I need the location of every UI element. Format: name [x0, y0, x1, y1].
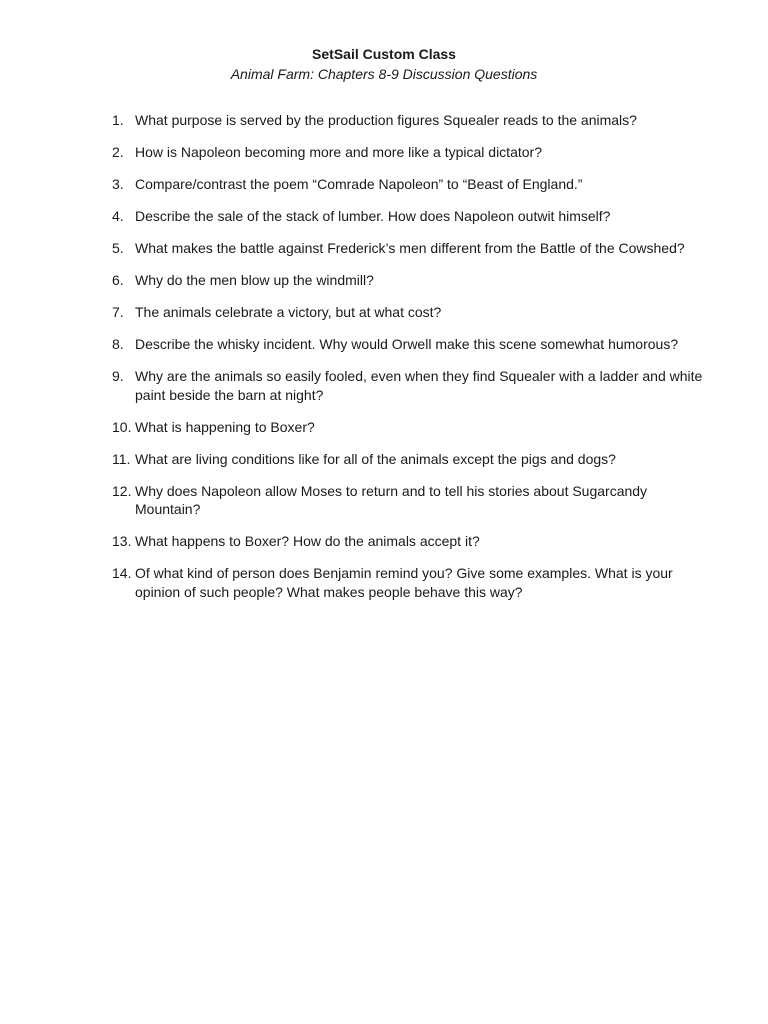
- question-item: [112, 482, 712, 519]
- question-number: 14.: [112, 565, 132, 581]
- document-subtitle: Animal Farm: Chapters 8-9 Discussion Questions: [230, 66, 538, 82]
- question-number: 1.: [112, 112, 124, 128]
- question-item: [112, 335, 712, 354]
- question-number: 7.: [112, 304, 124, 320]
- document-header: [0, 45, 768, 83]
- question-item: [112, 239, 712, 258]
- question-number: 5.: [112, 240, 124, 256]
- question-text: Why does Napoleon allow Moses to return and to tell his stories about Sugarcandy Mountain?: [135, 482, 648, 517]
- question-text: What purpose is served by the production figures Squealer reads to the animals?: [135, 112, 637, 128]
- question-text: Why are the animals so easily fooled, even when they find Squealer with a ladder and white paint beside the barn at night?: [135, 368, 703, 403]
- question-text: Describe the sale of the stack of lumber. How does Napoleon outwit himself?: [135, 208, 611, 224]
- question-number: 12.: [112, 482, 132, 499]
- question-number: 10.: [112, 418, 132, 435]
- question-text: What makes the battle against Frederick’s men different from the Battle of the Cowshed?: [135, 240, 685, 256]
- question-number: 9.: [112, 368, 124, 384]
- question-number: 8.: [112, 336, 124, 352]
- question-item: [112, 271, 712, 290]
- question-number: 3.: [112, 176, 124, 192]
- question-number: 4.: [112, 208, 124, 224]
- question-text: Of what kind of person does Benjamin remind you? Give some examples. What is your opinion of such people? What makes people behave this way?: [135, 565, 673, 600]
- question-item: [112, 303, 712, 322]
- question-number: 13.: [112, 533, 132, 549]
- question-text: Compare/contrast the poem “Comrade Napoleon” to “Beast of England.”: [135, 176, 583, 192]
- question-list: [112, 111, 712, 615]
- question-item: [112, 143, 712, 162]
- question-item: [112, 532, 712, 551]
- question-number: 2.: [112, 144, 124, 160]
- question-item: [112, 367, 712, 404]
- document-title: SetSail Custom Class: [312, 46, 456, 62]
- question-item: [112, 418, 712, 437]
- question-text: Why do the men blow up the windmill?: [135, 272, 374, 288]
- question-text: Describe the whisky incident. Why would Orwell make this scene somewhat humorous?: [135, 336, 679, 352]
- question-text: What happens to Boxer? How do the animals accept it?: [135, 533, 480, 549]
- question-item: [112, 207, 712, 226]
- question-number: 6.: [112, 272, 124, 288]
- question-item: [112, 175, 712, 194]
- question-item: [112, 450, 712, 469]
- question-text: How is Napoleon becoming more and more like a typical dictator?: [135, 144, 542, 160]
- question-text: What are living conditions like for all of the animals except the pigs and dogs?: [135, 450, 616, 467]
- question-text: What is happening to Boxer?: [135, 418, 315, 435]
- question-number: 11.: [112, 450, 131, 467]
- question-item: [112, 564, 712, 601]
- question-text: The animals celebrate a victory, but at what cost?: [135, 304, 442, 320]
- question-item: [112, 111, 712, 130]
